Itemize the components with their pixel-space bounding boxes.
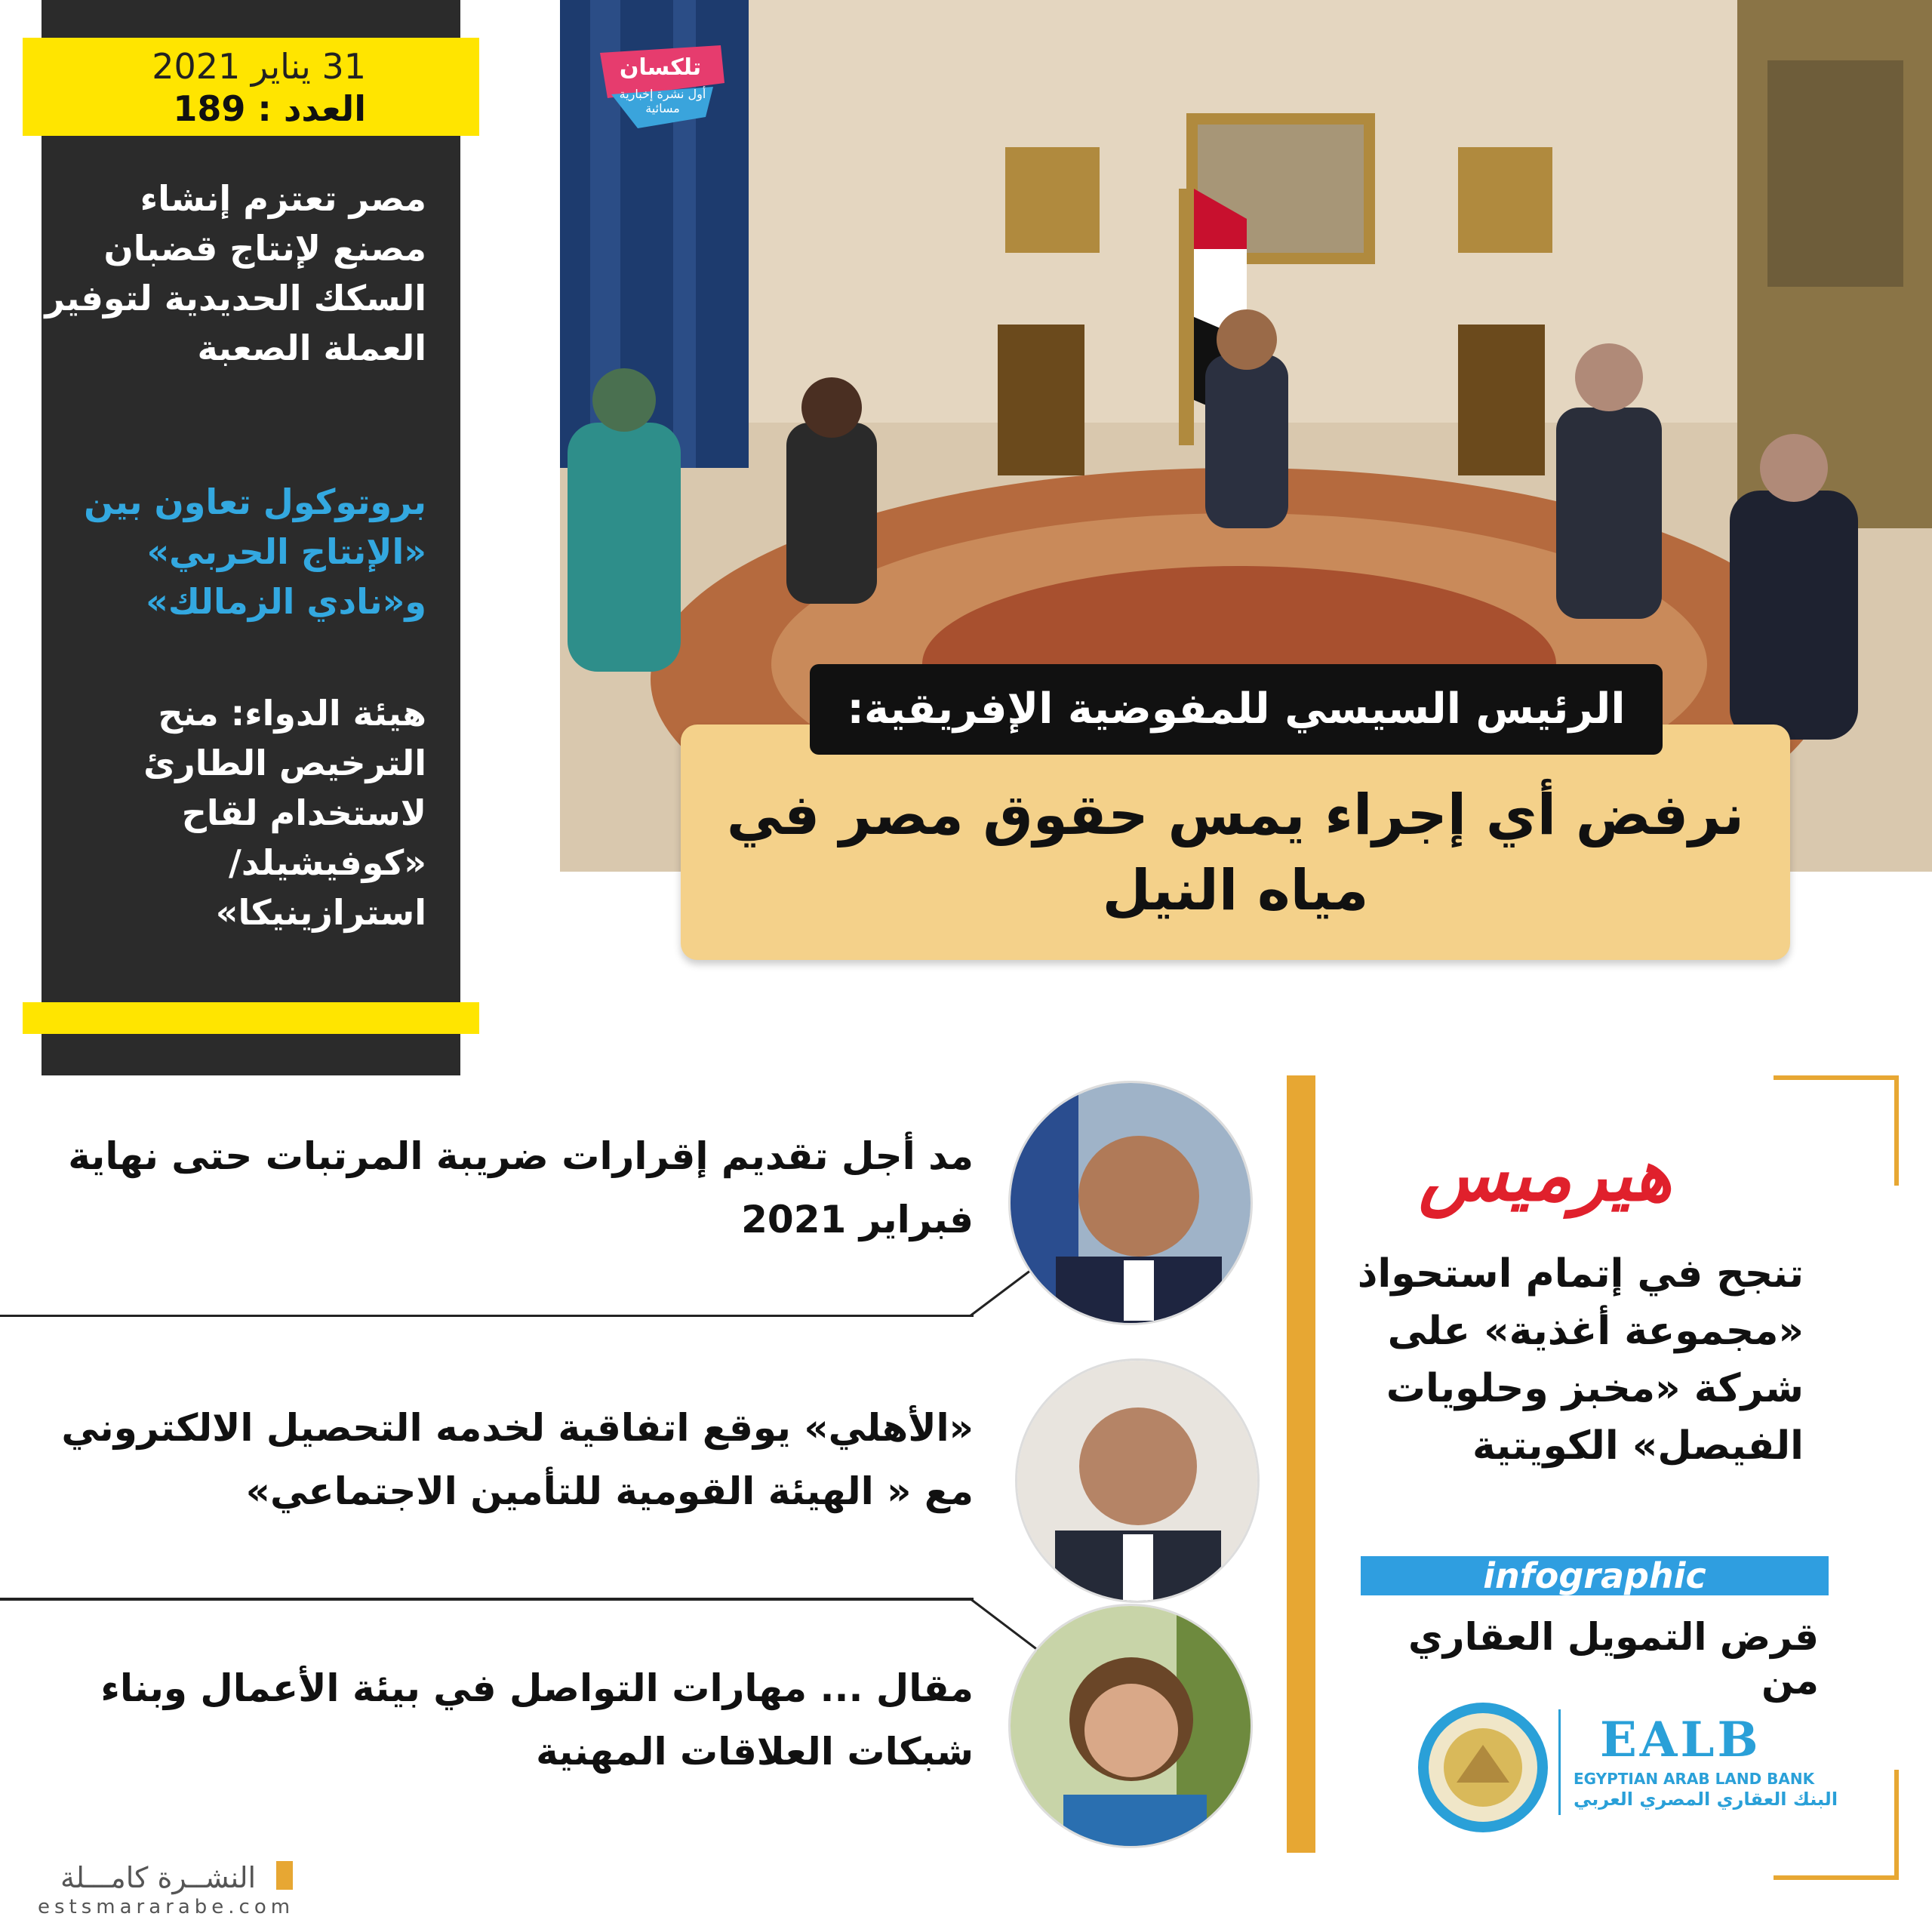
headline-kicker: الرئيس السيسي للمفوضية الإفريقية: [810, 664, 1663, 755]
avatar [1008, 1604, 1253, 1848]
sidebar-bottom-bar [23, 1002, 479, 1034]
side-story-2[interactable]: بروتوكول تعاون بين «الإنتاج الحربي» و«نادي الزمالك» [84, 481, 426, 622]
bank-seal-icon [1415, 1700, 1551, 1835]
headline-box[interactable] [681, 724, 1790, 960]
hermes-logo: هيرميس [1419, 1132, 1672, 1217]
promo-corner [1774, 1075, 1899, 1186]
bank-abbr: EALB [1600, 1712, 1761, 1768]
promo-divider [1287, 1075, 1315, 1853]
news-divider [0, 1315, 974, 1317]
side-story-3[interactable]: هيئة الدواء: منح الترخيص الطارئ لاستخدام لقاح «كوفيشيلد/ استرازينيكا» [143, 693, 426, 933]
issue-box [23, 38, 479, 136]
news-item-2[interactable]: «الأهلي» يوقع اتفاقية لخدمه التحصيل الالكتروني مع « الهيئة القومية للتأمين الاجتماعي» [61, 1406, 974, 1513]
infographic-text[interactable]: قرض التمويل العقاري من [1407, 1615, 1819, 1703]
bank-divider [1558, 1709, 1561, 1815]
news-item-3[interactable]: مقال ... مهارات التواصل في بيئة الأعمال وبناء شبكات العلاقات المهنية [100, 1666, 974, 1774]
avatar [1015, 1358, 1260, 1603]
headline-title: نرفض أي إجراء يمس حقوق مصر في مياه النيل [726, 783, 1745, 923]
badge-tagline: أول نشرة إخبارية مسائية [619, 87, 706, 115]
hermes-story[interactable]: تنجح في إتمام استحواذ «مجموعة أغذية» على شركة «مخبز وحلويات الفيصل» الكويتية [1357, 1251, 1804, 1469]
side-story-1[interactable]: مصر تعتزم إنشاء مصنع لإنتاج قضبان السكك الحديدية لتوفير العملة الصعبة [45, 178, 426, 368]
footer-mark [276, 1861, 293, 1890]
bank-name-en: EGYPTIAN ARAB LAND BANK [1574, 1770, 1815, 1788]
footer-url[interactable]: estsmararabe.com [38, 1896, 295, 1918]
bank-name-ar: البنك العقاري المصري العربي [1574, 1789, 1838, 1810]
news-item-1[interactable]: مد أجل تقديم إقرارات ضريبة المرتبات حتى نهاية فبراير 2021 [68, 1134, 974, 1241]
news-divider [0, 1598, 974, 1601]
infographic-label: infographic [1361, 1556, 1829, 1595]
avatar [1008, 1081, 1253, 1325]
issue-date: 31 يناير 2021 [152, 46, 366, 87]
issue-number: العدد : 189 [173, 88, 366, 129]
footer-brand[interactable]: النشــرة كامـــلة [60, 1861, 257, 1894]
badge-name: تلكسان [619, 54, 702, 81]
